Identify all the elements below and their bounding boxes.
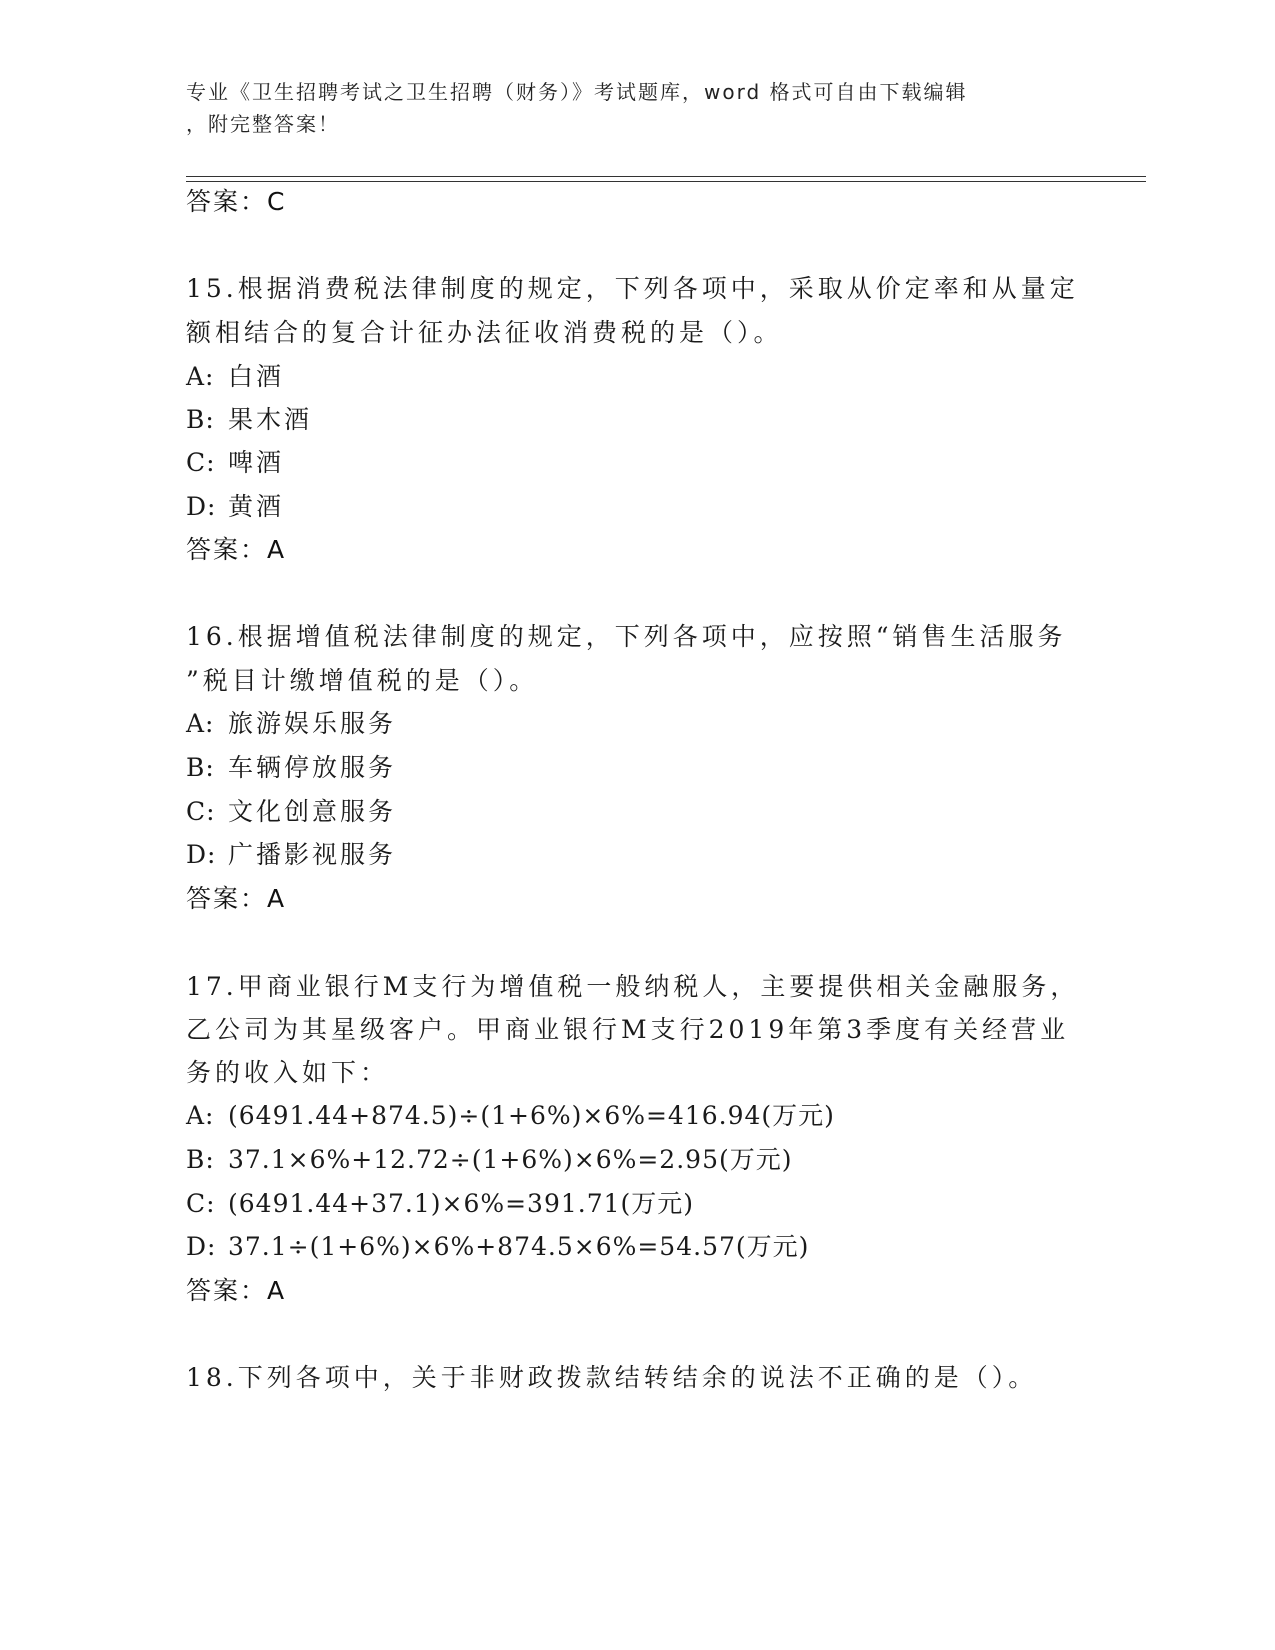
question-15-option-c [186, 446, 284, 480]
option-letter: B: [186, 1145, 215, 1174]
question-15-line-1: 15.根据消费税法律制度的规定，下列各项中，采取从价定率和从量定 [186, 274, 1079, 303]
option-letter: C: [186, 1189, 216, 1218]
option-text: 37.1÷(1+6%)×6%+874.5×6%=54.57(万元) [228, 1232, 810, 1261]
question-17-option-d [186, 1230, 809, 1264]
previous-answer: 答案：C [186, 187, 287, 216]
option-text: 文化创意服务 [228, 797, 397, 826]
option-letter: D: [186, 492, 217, 521]
option-letter: A: [186, 1101, 215, 1130]
option-text: (6491.44+37.1)×6%=391.71(万元) [228, 1189, 695, 1218]
header-line-2: ，附完整答案！ [186, 112, 340, 136]
question-16-option-c [186, 795, 396, 829]
option-text: 啤酒 [228, 448, 285, 477]
question-16-option-b [186, 751, 396, 785]
question-17-line-1: 17.甲商业银行M支行为增值税一般纳税人，主要提供相关金融服务， [186, 972, 1080, 1001]
option-text: 车辆停放服务 [228, 753, 397, 782]
question-16-answer: 答案：A [186, 884, 287, 913]
header-divider-bottom [186, 181, 1146, 182]
option-letter: C: [186, 448, 216, 477]
option-text: 果木酒 [228, 405, 313, 434]
option-letter: D: [186, 840, 217, 869]
question-17-line-2: 乙公司为其星级客户。甲商业银行M支行2019年第3季度有关经营业 [186, 1015, 1070, 1044]
question-16-option-a [186, 707, 396, 741]
option-letter: B: [186, 405, 215, 434]
option-text: 黄酒 [228, 492, 285, 521]
option-text: 旅游娱乐服务 [228, 709, 397, 738]
question-15-option-b [186, 403, 312, 437]
question-18-line-1: 18.下列各项中，关于非财政拨款结转结余的说法不正确的是（）。 [186, 1363, 1038, 1392]
header-divider-top [186, 176, 1146, 177]
question-17-option-c [186, 1187, 694, 1221]
question-15-option-a [186, 360, 284, 394]
option-letter: A: [186, 362, 215, 391]
document-header [186, 76, 1066, 140]
option-text: (6491.44+874.5)÷(1+6%)×6%=416.94(万元) [228, 1101, 835, 1130]
header-line-1: 专业《卫生招聘考试之卫生招聘（财务）》考试题库，word 格式可自由下载编辑 [186, 80, 968, 104]
question-15-option-d [186, 490, 284, 524]
option-text: 白酒 [228, 362, 285, 391]
question-17-answer: 答案：A [186, 1276, 287, 1305]
option-letter: D: [186, 1232, 217, 1261]
question-16-line-1: 16.根据增值税法律制度的规定，下列各项中，应按照“销售生活服务 [186, 622, 1067, 651]
question-17-option-a [186, 1099, 835, 1133]
option-text: 37.1×6%+12.72÷(1+6%)×6%=2.95(万元) [228, 1145, 793, 1174]
question-17-line-3: 务的收入如下： [186, 1058, 390, 1087]
question-17-option-b [186, 1143, 792, 1177]
option-letter: A: [186, 709, 215, 738]
option-letter: B: [186, 753, 215, 782]
question-15-answer: 答案：A [186, 535, 287, 564]
question-15-line-2: 额相结合的复合计征办法征收消费税的是（）。 [186, 318, 783, 347]
question-16-line-2: ”税目计缴增值税的是（）。 [186, 666, 539, 695]
option-letter: C: [186, 797, 216, 826]
question-16-option-d [186, 838, 396, 872]
option-text: 广播影视服务 [228, 840, 397, 869]
